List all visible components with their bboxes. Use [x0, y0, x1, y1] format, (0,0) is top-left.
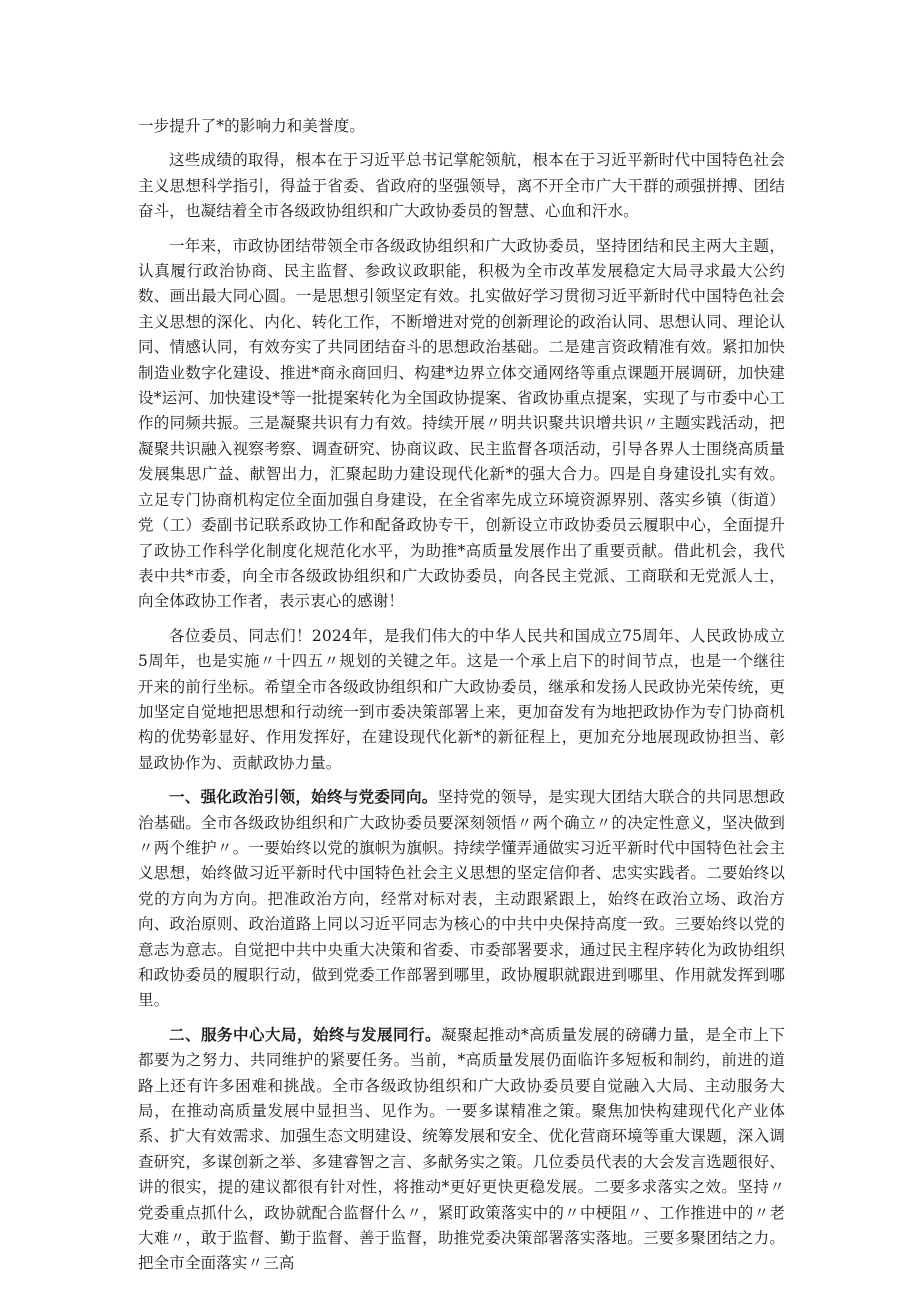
paragraph-text: 一步提升了*的影响力和美誉度。 — [138, 117, 366, 135]
paragraph-text: 坚持党的领导，是实现大团结大联合的共同思想政治基础。全市各级政协组织和广大政协委员要深刻领悟〃两个确立〃的决定性意义，坚决做到〃两个维护〃。一要始终以党的旗帜为旗帜。持续学懂弄通做实习近平新时代中国特色社会主义思想，始终做习近平新时代中国特色社会主义思想的坚定信仰者、忠实实践者。二要始终以党的方向为方向。把准政治方向，经常对标对表，主动跟紧跟上，始终在政治立场、政治方向、政治原则、政治道路上同以习近平同志为核心的中共中央保持高度一致。三要始终以党的意志为意志。自觉把中共中央重大决策和省委、市委部署要求，通过民主程序转化为政协组织和政协委员的履职行动，做到党委工作部署到哪里，政协履职就跟进到哪里、作用就发挥到哪里。 — [138, 788, 785, 1010]
section-serve-development — [138, 1022, 785, 1277]
paragraph-text: 这些成绩的取得，根本在于习近平总书记掌舵领航，根本在于习近平新时代中国特色社会主义思想科学指引，得益于省委、省政府的坚强领导，离不开全市广大干群的顽强拼搏、团结奋斗，也凝结着全市各级政协组织和广大政协委员的智慧、心血和汗水。 — [138, 151, 785, 221]
paragraph-text: 凝聚起推动*高质量发展的磅礴力量，是全市上下都要为之努力、共同维护的紧要任务。当前，*高质量发展仍面临许多短板和制约，前进的道路上还有许多困难和挑战。全市各级政协组织和广大政协委员要自觉融入大局、主动服务大局，在推动高质量发展中显担当、见作为。一要多谋精准之策。聚焦加快构建现代化产业体系、扩大有效需求、加强生态文明建设、统筹发展和安全、优化营商环境等重大课题，深入调查研究，多谋创新之举、多建睿智之言、多献务实之策。几位委员代表的大会发言选题很好、讲的很实，提的建议都很有针对性，将推动*更好更快更稳发展。二要多求落实之效。坚持〃党委重点抓什么，政协就配合监督什么〃，紧盯政策落实中的〃中梗阻〃、工作推进中的〃老大难〃，敢于监督、勤于监督、善于监督，助推党委决策部署落实落地。三要多聚团结之力。把全市全面落实〃三高 — [138, 1025, 785, 1273]
paragraph-continuation — [138, 113, 785, 139]
section-heading: 一、强化政治引领，始终与党委同向。 — [169, 787, 438, 807]
section-heading: 二、服务中心大局，始终与发展同行。 — [169, 1024, 442, 1044]
paragraph-year-review — [138, 233, 785, 615]
paragraph-achievements — [138, 147, 785, 224]
paragraph-text: 各位委员、同志们！2024年，是我们伟大的中华人民共和国成立75周年、人民政协成立5周年，也是实施〃十四五〃规划的关键之年。这是一个承上启下的时间节点，也是一个继往开来的前行坐标。希望全市各级政协组织和广大政协委员，继承和发扬人民政协光荣传统，更加坚定自觉地把思想和行动统一到市委决策部署上来，更加奋发有为地把政协作为专门协商机构的优势彰显好、作用发挥好，在建设现代化新*的新征程上，更加充分地展现政协担当、彰显政协作为、贡献政协力量。 — [138, 626, 785, 772]
section-political-guidance — [138, 784, 785, 1014]
paragraph-text: 一年来，市政协团结带领全市各级政协组织和广大政协委员，坚持团结和民主两大主题，认真履行政治协商、民主监督、参政议政职能，积极为全市改革发展稳定大局寻求最大公约数、画出最大同心圆。一是思想引领坚定有效。扎实做好学习贯彻习近平新时代中国特色社会主义思想的深化、内化、转化工作，不断增进对党的创新理论的政治认同、思想认同、理论认同、情感认同，有效夯实了共同团结奋斗的思想政治基础。二是建言资政精准有效。紧扣加快制造业数字化建设、推进*商永商回归、构建*边界立体交通网络等重点课题开展调研，加快建设*运河、加快建设*等一批提案转化为全国政协提案、省政协重点提案，实现了与市委中心工作的同频共振。三是凝聚共识有力有效。持续开展〃明共识聚共识增共识〃主题实践活动，把凝聚共识融入视察考察、调查研究、协商议政、民主监督各项活动，引导各界人士围绕高质量发展集思广益、献智出力，汇聚起助力建设现代化新*的强大合力。四是自身建设扎实有效。立足专门协商机构定位全面加强自身建设，在全省率先成立环境资源界别、落实乡镇（街道）党（工）委副书记联系政协工作和配备政协专干，创新设立市政协委员云履职中心，全面提升了政协工作科学化制度化规范化水平，为助推*高质量发展作出了重要贡献。借此机会，我代表中共*市委，向全市各级政协组织和广大政协委员，向各民主党派、工商联和无党派人士，向全体政协工作者，表示衷心的感谢！ — [138, 236, 785, 611]
document-body — [138, 113, 785, 1277]
paragraph-2024-outlook — [138, 623, 785, 776]
